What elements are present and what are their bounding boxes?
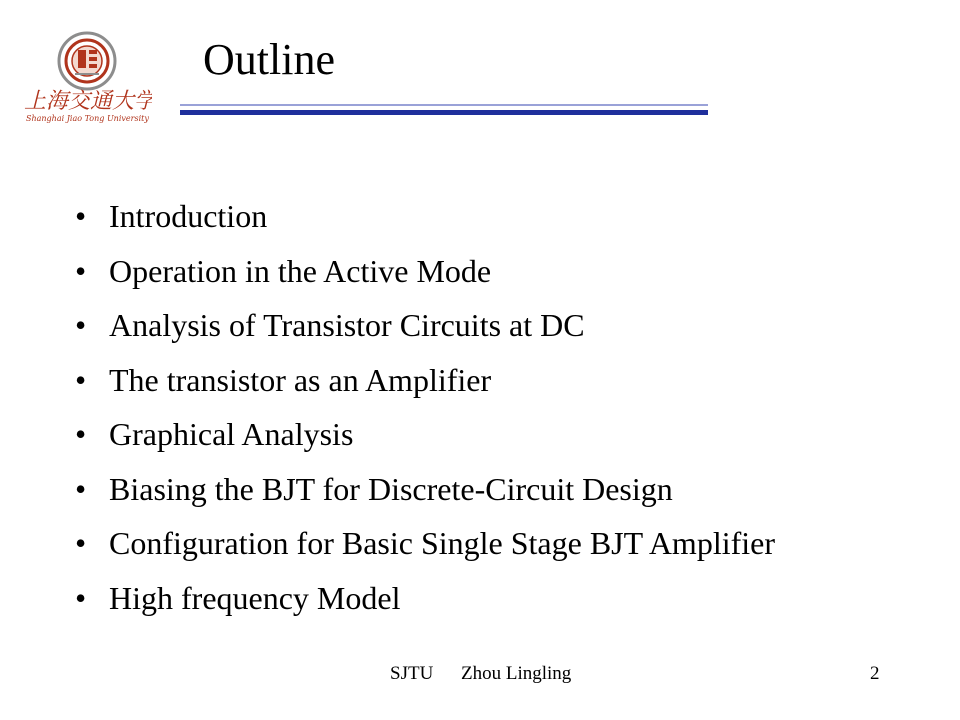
outline-list xyxy=(75,189,775,625)
outline-item: • Graphical Analysis xyxy=(75,416,354,452)
outline-item-text: Introduction xyxy=(109,198,268,234)
title-rule-thin xyxy=(180,104,708,106)
seal-icon xyxy=(59,33,115,89)
outline-item-text: Configuration for Basic Single Stage BJT Amplifier xyxy=(109,525,775,561)
outline-item: • The transistor as an Amplifier xyxy=(75,361,492,398)
university-logo xyxy=(22,28,152,123)
outline-item: • Introduction xyxy=(75,198,268,234)
outline-item-text: Biasing the BJT for Discrete-Circuit Design xyxy=(109,470,673,507)
outline-item-text: Operation in the Active Mode xyxy=(109,252,492,289)
page-number: 2 xyxy=(870,663,880,684)
footer-author: Zhou Lingling xyxy=(461,663,572,684)
footer-school: SJTU xyxy=(390,663,434,684)
outline-item: • High frequency Model xyxy=(75,579,401,616)
outline-item-text: High frequency Model xyxy=(109,579,401,616)
outline-item-text: Analysis of Transistor Circuits at DC xyxy=(109,307,585,343)
outline-item-text: Graphical Analysis xyxy=(109,416,354,452)
svg-text:上海交通大学: 上海交通大学 xyxy=(24,89,152,114)
outline-item: • Biasing the BJT for Discrete-Circuit Design xyxy=(75,470,673,507)
svg-text:Shanghai Jiao Tong University: Shanghai Jiao Tong University xyxy=(26,114,149,123)
title-rule-thick xyxy=(180,110,708,115)
outline-item: • Configuration for Basic Single Stage BJT Amplifier xyxy=(75,525,775,561)
outline-item: • Operation in the Active Mode xyxy=(75,252,492,289)
outline-item: • Analysis of Transistor Circuits at DC xyxy=(75,307,585,343)
outline-item-text: The transistor as an Amplifier xyxy=(109,361,492,398)
slide-title: Outline xyxy=(203,35,335,84)
